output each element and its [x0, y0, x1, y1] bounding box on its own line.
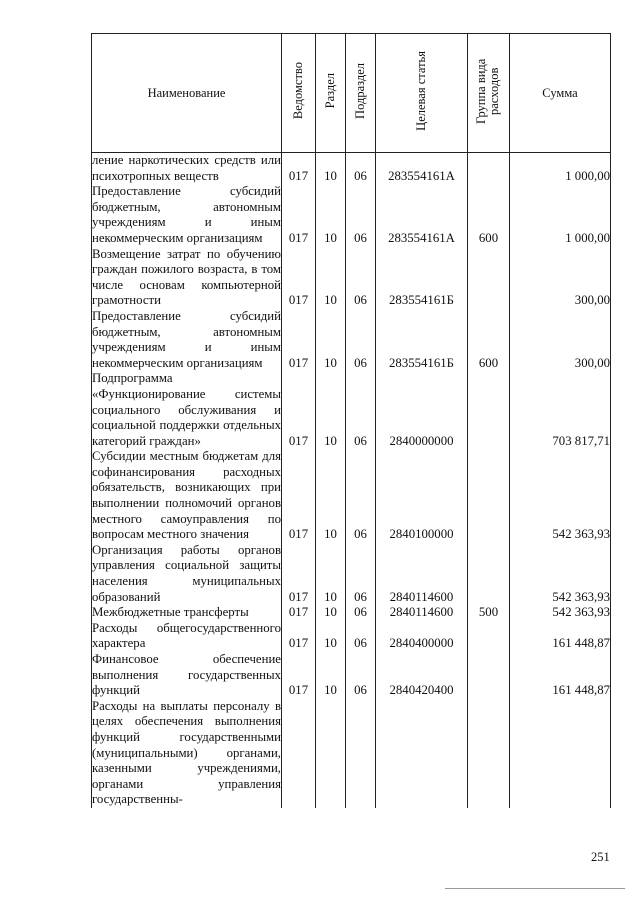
- row-target: 2840000000: [376, 371, 468, 449]
- row-group: [468, 652, 510, 699]
- row-dept: 017: [282, 184, 316, 246]
- row-dept: 017: [282, 449, 316, 543]
- row-section: 10: [316, 371, 346, 449]
- row-subsection: 06: [346, 184, 376, 246]
- table-row: [92, 543, 611, 605]
- budget-table: [91, 33, 611, 808]
- table-row: [92, 621, 611, 652]
- header-target: Целевая статья: [376, 34, 468, 153]
- row-section: [316, 699, 346, 808]
- table-row: [92, 153, 611, 185]
- row-sum: 1 000,00: [510, 184, 611, 246]
- row-subsection: 06: [346, 153, 376, 185]
- row-group: 600: [468, 184, 510, 246]
- row-sum: [510, 699, 611, 808]
- row-name: Предоставление субсидий бюджетным, автономным учреждениям и иным некоммерческим организациям: [92, 308, 281, 370]
- table-row: [92, 184, 611, 246]
- row-group: [468, 153, 510, 185]
- row-subsection: 06: [346, 543, 376, 605]
- row-section: 10: [316, 652, 346, 699]
- row-target: 2840114600: [376, 605, 468, 621]
- table-row: [92, 699, 611, 808]
- row-section: 10: [316, 309, 346, 371]
- row-subsection: [346, 699, 376, 808]
- row-section: 10: [316, 605, 346, 621]
- row-dept: [282, 699, 316, 808]
- row-sum: 300,00: [510, 309, 611, 371]
- header-group: Группа вида расходов: [468, 34, 510, 153]
- row-target: 283554161Б: [376, 247, 468, 309]
- row-name: ление наркотических средств или психотропных веществ: [92, 153, 281, 183]
- row-sum: 1 000,00: [510, 153, 611, 185]
- row-sum: 161 448,87: [510, 652, 611, 699]
- row-dept: 017: [282, 153, 316, 185]
- row-subsection: 06: [346, 371, 376, 449]
- row-section: 10: [316, 153, 346, 185]
- row-subsection: 06: [346, 449, 376, 543]
- row-name: Расходы на выплаты персоналу в целях обеспечения выполнения функций государственными (муниципальными) органами, казенными учреждениями, органами управления государственны-: [92, 698, 281, 807]
- row-name: Подпрограмма «Функционирование системы социального обслуживания и социальной поддержки отдельных категорий граждан»: [92, 371, 281, 448]
- row-target: 2840420400: [376, 652, 468, 699]
- row-name: Финансовое обеспечение выполнения государственных функций: [92, 652, 281, 698]
- row-section: 10: [316, 247, 346, 309]
- row-subsection: 06: [346, 605, 376, 621]
- table-row: [92, 605, 611, 621]
- row-name: Межбюджетные трансферты: [92, 605, 282, 621]
- row-dept: 017: [282, 621, 316, 652]
- row-name: Возмещение затрат по обучению граждан пожилого возраста, в том числе основам компьютерной грамотности: [92, 246, 281, 308]
- row-group: [468, 371, 510, 449]
- row-subsection: 06: [346, 652, 376, 699]
- row-dept: 017: [282, 247, 316, 309]
- row-section: 10: [316, 543, 346, 605]
- row-group: [468, 449, 510, 543]
- row-group: 500: [468, 605, 510, 621]
- row-sum: 161 448,87: [510, 621, 611, 652]
- row-target: 2840100000: [376, 449, 468, 543]
- row-group: 600: [468, 309, 510, 371]
- row-section: 10: [316, 449, 346, 543]
- table-row: [92, 309, 611, 371]
- row-target: 2840400000: [376, 621, 468, 652]
- header-dept: Ведомство: [282, 34, 316, 153]
- row-subsection: 06: [346, 247, 376, 309]
- row-group: [468, 543, 510, 605]
- page-number: 251: [591, 850, 610, 864]
- header-name: Наименование: [92, 34, 282, 153]
- row-sum: 542 363,93: [510, 543, 611, 605]
- table-body: [92, 153, 611, 808]
- row-target: [376, 699, 468, 808]
- row-sum: 300,00: [510, 247, 611, 309]
- header-sum: Сумма: [510, 34, 611, 153]
- row-group: [468, 247, 510, 309]
- table-row: [92, 449, 611, 543]
- row-target: 283554161А: [376, 184, 468, 246]
- table-row: [92, 652, 611, 699]
- row-target: 283554161Б: [376, 309, 468, 371]
- row-dept: 017: [282, 652, 316, 699]
- row-sum: 542 363,93: [510, 605, 611, 621]
- row-dept: 017: [282, 605, 316, 621]
- row-group: [468, 621, 510, 652]
- header-section: Раздел: [316, 34, 346, 153]
- row-name: Расходы общегосударственного характера: [92, 620, 281, 651]
- row-group: [468, 699, 510, 808]
- table-header: [92, 34, 611, 153]
- row-subsection: 06: [346, 309, 376, 371]
- table-row: [92, 247, 611, 309]
- row-sum: 703 817,71: [510, 371, 611, 449]
- row-dept: 017: [282, 543, 316, 605]
- row-subsection: 06: [346, 621, 376, 652]
- row-dept: 017: [282, 309, 316, 371]
- row-name: Организация работы органов управления социальной защиты населения муниципальных образований: [92, 542, 281, 604]
- row-sum: 542 363,93: [510, 449, 611, 543]
- row-dept: 017: [282, 371, 316, 449]
- row-name: Субсидии местным бюджетам для софинансирования расходных обязательств, возникающих при выполнении полномочий органов местного самоуправления по вопросам местного значения: [92, 449, 281, 542]
- row-section: 10: [316, 621, 346, 652]
- row-target: 2840114600: [376, 543, 468, 605]
- footer-divider: [445, 888, 625, 889]
- row-target: 283554161А: [376, 153, 468, 185]
- table-row: [92, 371, 611, 449]
- row-section: 10: [316, 184, 346, 246]
- header-subsection: Подраздел: [346, 34, 376, 153]
- row-name: Предоставление субсидий бюджетным, автономным учреждениям и иным некоммерческим организациям: [92, 184, 281, 245]
